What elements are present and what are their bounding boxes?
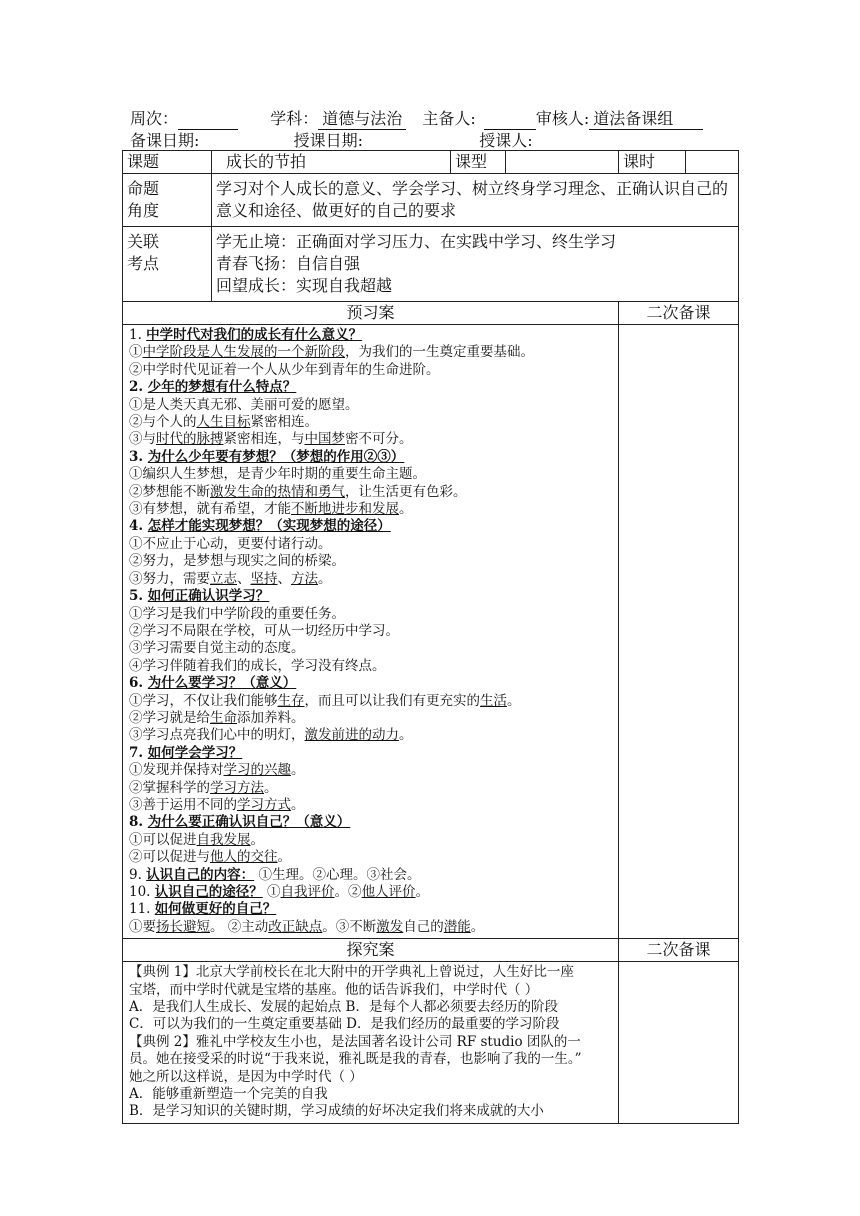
preview-text: ②与个人的 bbox=[129, 414, 197, 431]
header-row-2 bbox=[130, 128, 629, 151]
preview-text: 。 bbox=[291, 796, 305, 813]
preview-text: 如何学会学习？ bbox=[147, 744, 243, 761]
preview-header-row bbox=[123, 302, 739, 325]
preview-text: 激发前进的动力 bbox=[304, 727, 399, 744]
preview-answer bbox=[129, 623, 612, 640]
preview-answer bbox=[129, 884, 612, 901]
angle-label-2: 角度 bbox=[127, 201, 160, 220]
type-value bbox=[505, 151, 618, 173]
related-label-1: 关联 bbox=[127, 232, 160, 251]
explore-line: 员。她在接受采的时说“于我来说，雅礼既是我的青春，也影响了我的一生。” bbox=[129, 1051, 582, 1068]
preview-text: 9. bbox=[129, 866, 147, 883]
preview-text: 生存 bbox=[277, 692, 305, 709]
preview-text: 、 bbox=[237, 570, 251, 587]
preview-text: 紧密相连。 bbox=[250, 414, 318, 431]
explore-title: 探究案 bbox=[123, 939, 619, 962]
preview-answer bbox=[129, 780, 612, 797]
preview-answer bbox=[129, 344, 612, 361]
preview-text: 8. bbox=[129, 814, 148, 831]
preview-text: ①不应止于心动，更要付诸行动。 bbox=[129, 535, 332, 552]
period-label: 课时 bbox=[618, 151, 685, 173]
preview-answer bbox=[129, 501, 612, 518]
preview-text: 。 bbox=[318, 570, 332, 587]
preview-text: 密不可分。 bbox=[345, 431, 413, 448]
preview-answer bbox=[129, 484, 612, 501]
preview-text: 5. bbox=[129, 588, 148, 605]
preview-text: ②学习不局限在学校，可从一切经历中学习。 bbox=[129, 622, 399, 639]
explore-line: 【典例 1】北京大学前校长在北大附中的开学典礼上曾说过，人生好比一座 bbox=[129, 964, 574, 981]
preview-text: 中国梦 bbox=[304, 431, 345, 448]
prep-date-blank bbox=[199, 134, 271, 151]
preview-text: 自我评价 bbox=[280, 884, 335, 900]
preview-answer bbox=[129, 710, 612, 727]
preview-text: 人生目标 bbox=[196, 414, 251, 431]
preview-answer bbox=[129, 553, 612, 570]
preview-answer bbox=[129, 658, 612, 675]
explore-content-row bbox=[123, 962, 739, 1124]
preview-answer bbox=[129, 762, 612, 779]
preview-content bbox=[123, 325, 619, 939]
preview-text: 认识自己的内容： bbox=[146, 866, 255, 883]
preview-answer bbox=[129, 797, 612, 814]
preview-text: 坚持 bbox=[250, 570, 278, 587]
preview-text: 。② bbox=[334, 884, 362, 900]
preview-answer bbox=[129, 606, 612, 623]
preview-text: ，让生活更有色彩。 bbox=[345, 483, 467, 500]
preview-question bbox=[129, 327, 612, 344]
preview-text: ④学习伴随着我们的成长，学习没有终点。 bbox=[129, 657, 386, 674]
related-row bbox=[123, 227, 739, 302]
preview-text: 怎样才能实现梦想？（实现梦想的途径） bbox=[147, 518, 391, 535]
preview-answer bbox=[129, 901, 612, 918]
teacher-blank bbox=[533, 134, 629, 151]
angle-row bbox=[123, 174, 739, 227]
preview-text: 立志 bbox=[210, 570, 237, 587]
preview-text: 、 bbox=[277, 570, 291, 587]
preview-text: ①要 bbox=[129, 918, 156, 935]
preview-text: ③努力，需要 bbox=[129, 570, 210, 587]
explore-header-row bbox=[123, 939, 739, 962]
preview-text: ②学习就是给 bbox=[129, 709, 210, 726]
preview-text: 3. bbox=[129, 448, 148, 465]
preview-text: 激发生命的热情和勇气 bbox=[210, 483, 345, 500]
preview-side-notes bbox=[619, 325, 739, 939]
preview-text: ③学习需要自觉主动的态度。 bbox=[129, 640, 305, 657]
preview-text: 不断地进步和发展 bbox=[291, 501, 399, 518]
preview-answer bbox=[129, 431, 612, 448]
preview-text: ③学习点亮我们心中的明灯， bbox=[129, 727, 305, 744]
preview-text: 。 bbox=[277, 849, 291, 866]
subject-label: 学科： bbox=[270, 109, 319, 128]
preview-text: 潜能 bbox=[443, 918, 471, 935]
reviewer-value: 道法备课组 bbox=[589, 106, 703, 130]
preview-text: 10. bbox=[129, 884, 155, 900]
preview-question bbox=[129, 588, 612, 605]
angle-text: 学习对个人成长的意义、学会学习、树立终身学习理念、正确认识自己的意义和途径、做更好的自己的要求 bbox=[212, 174, 739, 227]
topic-row bbox=[123, 151, 739, 174]
explore-line: 她之所以这样说，是因为中学时代（ ） bbox=[129, 1068, 363, 1085]
preview-text: ②掌握科学的 bbox=[129, 779, 210, 796]
preview-text: 扬长避短 bbox=[156, 918, 210, 935]
preview-text: 生命 bbox=[210, 709, 237, 726]
preview-question bbox=[129, 449, 612, 466]
preview-answer bbox=[129, 536, 612, 553]
preview-text: 7. bbox=[129, 744, 148, 761]
preview-text: ① bbox=[129, 344, 143, 361]
preview-text: 中学阶段是人生发展的一个新阶段 bbox=[142, 344, 345, 361]
explore-content bbox=[123, 962, 619, 1124]
preview-text: ②中学时代见证着一个人从少年到青年的生命进阶。 bbox=[129, 361, 440, 378]
type-label: 课型 bbox=[455, 152, 488, 171]
preview-text: ③与 bbox=[129, 431, 156, 448]
preview-answer bbox=[129, 693, 612, 710]
preview-text: 他人的交往 bbox=[210, 849, 278, 866]
preview-text: 改正缺点 bbox=[268, 918, 323, 935]
preview-text: ①可以促进 bbox=[129, 831, 197, 848]
explore-line: A．能够重新塑造一个完美的自我 bbox=[129, 1086, 328, 1103]
preview-answer bbox=[129, 466, 612, 483]
preview-question bbox=[129, 518, 612, 535]
preview-question bbox=[129, 745, 612, 762]
preview-answer bbox=[129, 414, 612, 431]
explore-line: C．可以为我们的一生奠定重要基础 D．是我们经历的最重要的学习阶段 bbox=[129, 1016, 560, 1033]
preview-answer bbox=[129, 919, 612, 936]
preview-text: 。 ②主动 bbox=[210, 918, 269, 935]
preview-question bbox=[129, 814, 612, 831]
preview-text: 少年的梦想有什么特点？ bbox=[147, 379, 297, 396]
preview-text: 为什么少年要有梦想？（梦想的作用②③） bbox=[147, 448, 405, 465]
preview-text: ①是人类天真无邪、美丽可爱的愿望。 bbox=[129, 396, 359, 413]
preview-answer bbox=[129, 849, 612, 866]
preview-text: ①发现并保持对 bbox=[129, 762, 224, 779]
preview-text: ①生理。②心理。③社会。 bbox=[254, 866, 421, 883]
preview-text: 中学时代对我们的成长有什么意义？ bbox=[146, 327, 363, 343]
related-point-1: 学无止境：正确面对学习压力、在实践中学习、终生学习 bbox=[216, 232, 617, 251]
preview-text: 。 bbox=[507, 692, 521, 709]
preview-text: 他人评价 bbox=[361, 884, 416, 900]
preview-title: 预习案 bbox=[123, 302, 619, 325]
preview-text: ①学习是我们中学阶段的重要任务。 bbox=[129, 605, 345, 622]
preview-text: 。③不断 bbox=[322, 918, 377, 935]
preview-text: 1. bbox=[129, 327, 147, 343]
preview-text: 。 bbox=[250, 831, 264, 848]
preview-question bbox=[129, 675, 612, 692]
preview-text: ①学习，不仅让我们能够 bbox=[129, 692, 278, 709]
preview-text: 激发 bbox=[376, 918, 404, 935]
preview-text: 为什么要学习？（意义） bbox=[147, 675, 297, 692]
preview-text: 6. bbox=[129, 675, 148, 692]
explore-side-title: 二次备课 bbox=[619, 939, 739, 962]
preview-text: ②努力，是梦想与现实之间的桥梁。 bbox=[129, 553, 345, 570]
preview-text: 学习方式 bbox=[237, 796, 291, 813]
teach-date-label: 授课日期: bbox=[293, 131, 363, 150]
preview-text: 。 bbox=[291, 762, 305, 779]
preview-text: ③善于运用不同的 bbox=[129, 796, 237, 813]
preview-text: 自我发展 bbox=[196, 831, 251, 848]
explore-line: 【典例 2】雅礼中学校友生小也，是法国著名设计公司 RF studio 团队的一 bbox=[129, 1033, 581, 1050]
preview-answer bbox=[129, 362, 612, 379]
prep-date-label: 备课日期: bbox=[130, 131, 200, 150]
preview-text: 认识自己的途径？ bbox=[154, 884, 263, 900]
preview-text: 生活 bbox=[480, 692, 507, 709]
preview-text: ②可以促进与 bbox=[129, 849, 210, 866]
preview-text: 11. bbox=[129, 901, 155, 918]
preview-text: 紧密相连，与 bbox=[223, 431, 305, 448]
preview-text: 如何做更好的自己？ bbox=[154, 901, 277, 918]
preview-answer bbox=[129, 571, 612, 588]
preview-text: 方法 bbox=[291, 570, 318, 587]
explore-line: B．是学习知识的关键时期，学习成绩的好坏决定我们将来成就的大小 bbox=[129, 1103, 544, 1120]
week-label: 周次： bbox=[130, 109, 179, 128]
preview-text: 添加养料。 bbox=[237, 709, 305, 726]
preview-text: 4. bbox=[129, 518, 148, 535]
preview-answer bbox=[129, 727, 612, 744]
preview-side-title: 二次备课 bbox=[619, 302, 739, 325]
preview-question bbox=[129, 379, 612, 396]
angle-label-1: 命题 bbox=[127, 179, 160, 198]
preview-text: 。 bbox=[415, 884, 430, 900]
preview-content-row bbox=[123, 325, 739, 939]
related-point-3: 回望成长：实现自我超越 bbox=[216, 276, 393, 295]
related-point-2: 青春飞扬：自信自强 bbox=[216, 254, 361, 273]
preview-text: 学习的兴趣 bbox=[223, 762, 291, 779]
preview-text: 如何正确认识学习？ bbox=[147, 588, 270, 605]
preview-answer bbox=[129, 397, 612, 414]
preview-answer bbox=[129, 832, 612, 849]
topic-label: 课题 bbox=[123, 151, 212, 174]
explore-side-notes bbox=[619, 962, 739, 1124]
preview-answer bbox=[129, 867, 612, 884]
preview-text: ，为我们的一生奠定重要基础。 bbox=[345, 344, 534, 361]
preview-text: ②梦想能不断 bbox=[129, 483, 210, 500]
preview-text: 。 bbox=[399, 727, 413, 744]
related-label-2: 考点 bbox=[127, 254, 160, 273]
teach-date-blank bbox=[363, 134, 441, 151]
explore-line: A．是我们人生成长、发展的起始点 B．是每个人都必须要去经历的阶段 bbox=[129, 999, 558, 1016]
subject-value: 道德与法治 bbox=[318, 106, 406, 130]
explore-line: 宝塔，而中学时代就是宝塔的基座。他的话告诉我们，中学时代（ ） bbox=[129, 981, 539, 998]
preview-text: 自己的 bbox=[403, 918, 444, 935]
preview-text: ①编织人生梦想，是青少年时期的重要生命主题。 bbox=[129, 466, 426, 483]
preview-answer bbox=[129, 640, 612, 657]
header-row-1 bbox=[130, 106, 703, 130]
preview-text: 。 bbox=[470, 918, 485, 935]
preview-text: 为什么要正确认识自己？（意义） bbox=[147, 814, 351, 831]
lesson-plan-table bbox=[122, 150, 739, 1124]
preview-text: ③有梦想，就有希望，才能 bbox=[129, 501, 291, 518]
period-value bbox=[685, 151, 738, 173]
preview-text: ① bbox=[262, 884, 281, 900]
preview-text: 。 bbox=[264, 779, 278, 796]
reviewer-label: 审核人: bbox=[535, 109, 590, 128]
preparer-label: 主备人: bbox=[422, 109, 476, 128]
preview-text: 学习方法 bbox=[210, 779, 264, 796]
preview-text: 2. bbox=[129, 379, 148, 396]
topic-value: 成长的节拍 bbox=[212, 151, 451, 174]
teacher-label: 授课人: bbox=[479, 131, 533, 150]
preview-text: ，而且可以让我们有更充实的 bbox=[304, 692, 480, 709]
preview-text: 。 bbox=[399, 501, 413, 518]
preview-text: 时代的脉搏 bbox=[156, 431, 224, 448]
